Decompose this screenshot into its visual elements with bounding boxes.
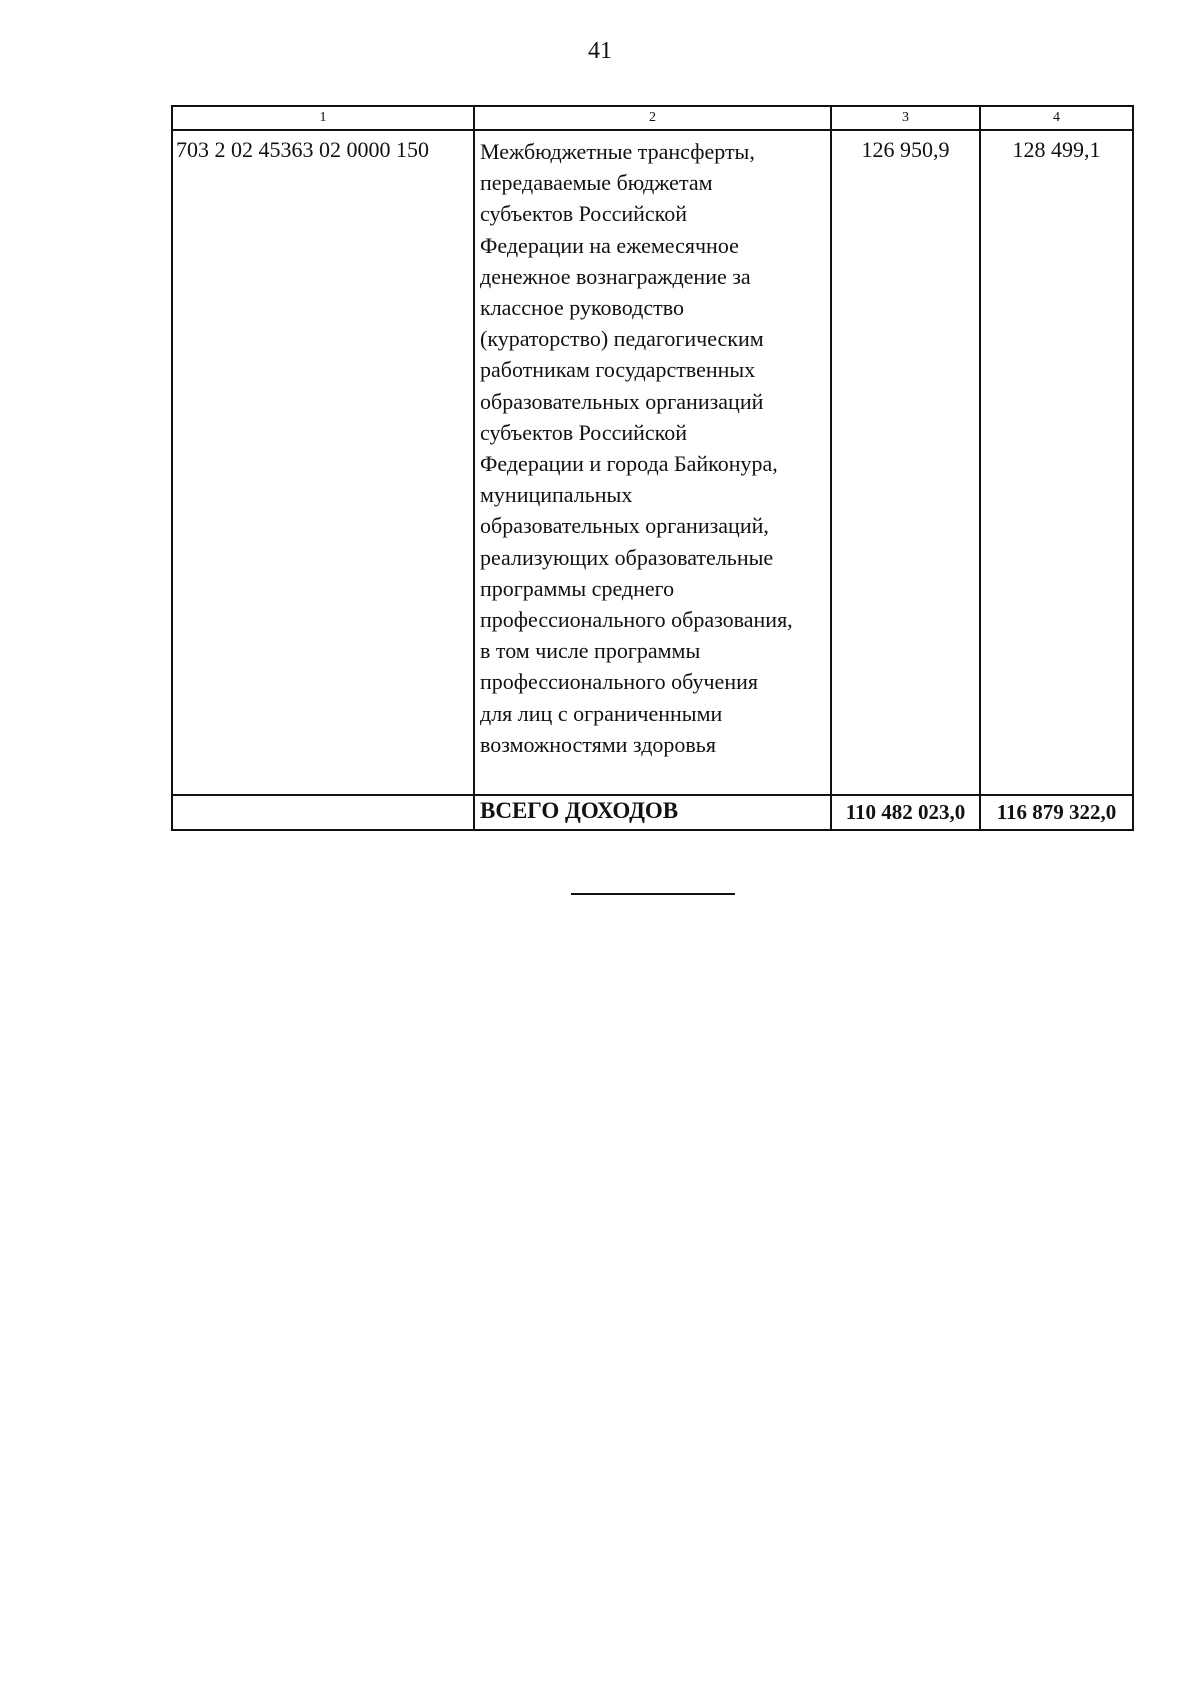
end-divider-line [571,893,735,895]
total-label: ВСЕГО ДОХОДОВ [474,795,831,830]
budget-code-cell: 703 2 02 45363 02 0000 150 [172,130,474,795]
income-name-line: денежное вознаграждение за [480,263,751,289]
income-name-line: программы среднего [480,575,675,601]
column-header-1: 1 [172,106,474,130]
table-header-row [172,106,1133,130]
income-name-line: профессионального обучения [480,669,758,695]
income-name-line: Федерации на ежемесячное [480,232,739,258]
income-name-line: возможностями здоровья [480,731,716,757]
table-row [172,130,1133,795]
income-name-line: Федерации и города Байконура, [480,451,778,477]
income-name-line: реализующих образовательные [480,544,774,570]
income-table [171,105,1134,831]
income-name-line: образовательных организаций [480,388,764,414]
income-name-line: для лиц с ограниченными [480,700,723,726]
income-name-line: классное руководство [480,295,684,321]
income-name-line: профессионального образования, [480,607,793,633]
income-name-line: в том числе программы [480,638,701,664]
total-value-col3: 110 482 023,0 [831,795,980,830]
income-name-line: передаваемые бюджетам [480,170,713,196]
column-header-2: 2 [474,106,831,130]
income-name-line: Межбюджетные трансферты, [480,139,755,164]
income-name-line: образовательных организаций, [480,513,769,539]
income-name-line: муниципальных [480,482,633,508]
total-empty-cell [172,795,474,830]
value-col3-cell: 126 950,9 [831,130,980,795]
column-header-3: 3 [831,106,980,130]
income-name-line: работникам государственных [480,357,756,383]
income-name-line: (кураторство) педагогическим [480,326,764,352]
page-number: 41 [588,38,612,64]
value-col4-cell: 128 499,1 [980,130,1133,795]
total-value-col4: 116 879 322,0 [980,795,1133,830]
income-name-line: субъектов Российской [480,419,688,445]
income-name-cell [474,130,831,795]
column-header-4: 4 [980,106,1133,130]
total-row [172,795,1133,830]
income-name-line: субъектов Российской [480,201,688,227]
